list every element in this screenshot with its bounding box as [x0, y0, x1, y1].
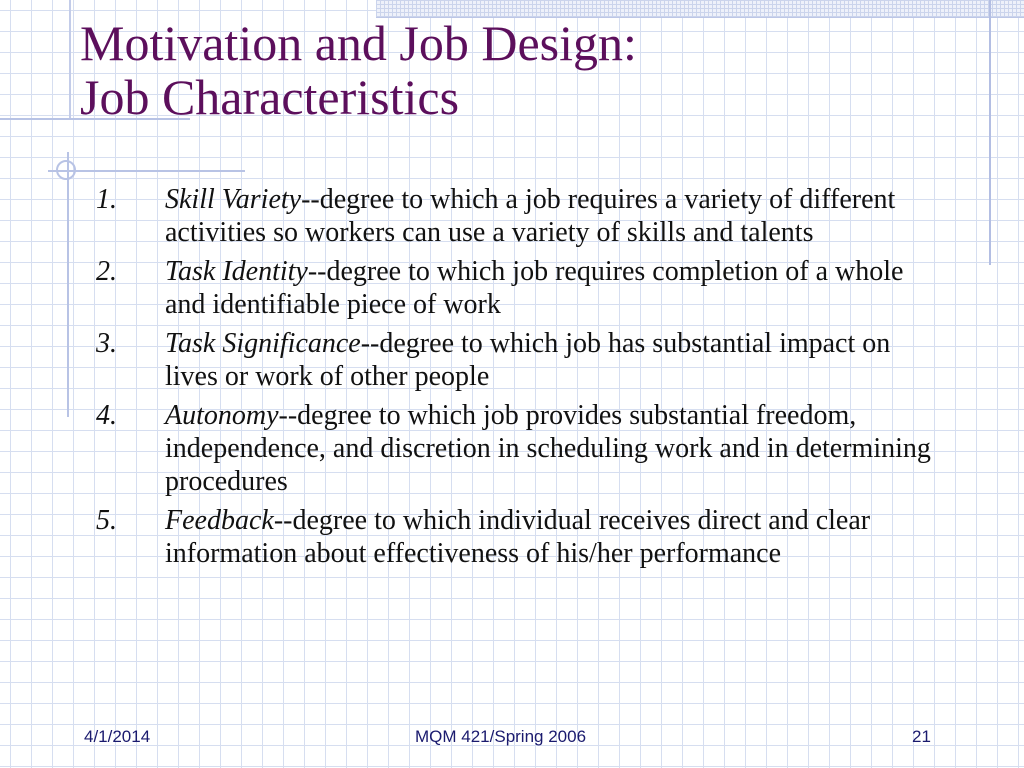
list-item-text	[165, 399, 946, 498]
decoration-vertical-line-left	[67, 152, 69, 417]
footer-course: MQM 421/Spring 2006	[415, 727, 587, 746]
list-item-description: --degree to which a job requires a variety of different activities so workers can use a variety of skills and talents	[165, 184, 896, 248]
list-item-number: 5.	[96, 505, 117, 536]
list-item-number: 4.	[96, 400, 117, 431]
target-ring-icon	[56, 160, 76, 180]
characteristics-list	[96, 183, 946, 576]
list-item-term: Task Significance	[165, 328, 361, 359]
list-item-number: 2.	[96, 256, 117, 287]
list-item-number: 1.	[96, 184, 117, 215]
list-item-description: --degree to which job provides substantial freedom, independence, and discretion in scheduling work and in determining procedures	[165, 400, 931, 497]
title-line-2: Job Characteristics	[80, 69, 460, 125]
list-item-term: Autonomy	[165, 400, 279, 431]
list-item-term: Task Identity	[165, 256, 308, 287]
list-item-feedback	[96, 504, 946, 570]
footer-date: 4/1/2014	[84, 727, 151, 746]
list-item-task-significance	[96, 327, 946, 393]
list-item-text	[165, 183, 946, 249]
list-item-description: --degree to which job has substantial impact on lives or work of other people	[165, 328, 891, 392]
footer-page-number: 21	[912, 727, 931, 746]
decoration-vertical-line-right	[989, 0, 991, 265]
slide-title	[80, 16, 637, 124]
list-item-task-identity	[96, 255, 946, 321]
list-item-text	[165, 327, 946, 393]
list-item-term: Skill Variety	[165, 184, 302, 215]
decoration-vertical-line-top-left	[69, 0, 71, 120]
list-item-autonomy	[96, 399, 946, 498]
list-item-description: --degree to which job requires completion of a whole and identifiable piece of work	[165, 256, 904, 320]
title-line-1: Motivation and Job Design:	[80, 15, 637, 71]
list-item-text	[165, 504, 946, 570]
decoration-horizontal-line-mid	[48, 170, 245, 172]
list-item-text	[165, 255, 946, 321]
list-item-number: 3.	[96, 328, 117, 359]
list-item-description: --degree to which individual receives direct and clear information about effectiveness of his/her performance	[165, 505, 871, 569]
list-item-term: Feedback	[165, 505, 274, 536]
list-item-skill-variety	[96, 183, 946, 249]
